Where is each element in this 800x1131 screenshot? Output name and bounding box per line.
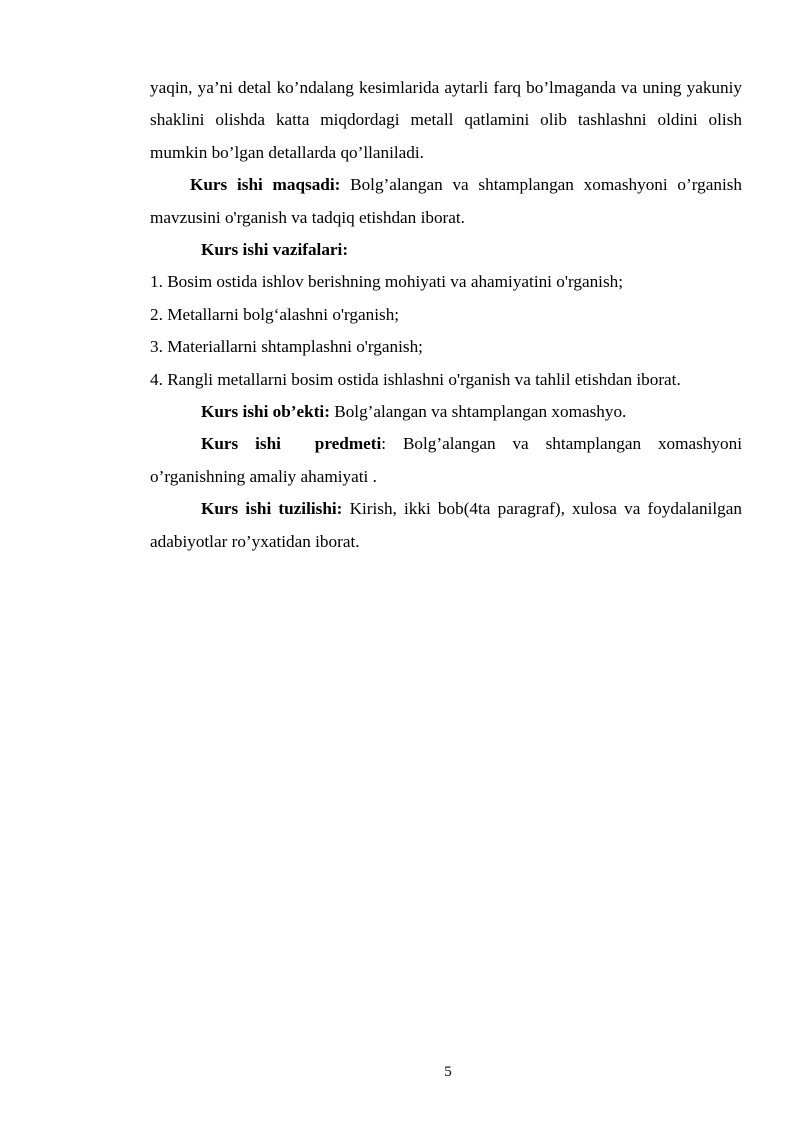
page-number: 5 xyxy=(444,1064,452,1080)
tasks-label: Kurs ishi vazifalari: xyxy=(201,240,349,260)
task-item-4: 4. Rangli metallarni bosim ostida ishlashni o'rganish va tahlil etishdan iborat. xyxy=(150,369,681,389)
object-paragraph xyxy=(150,396,742,428)
task-item-3: 3. Materiallarni shtamplashni o'rganish; xyxy=(150,337,423,357)
intro-paragraph: yaqin, ya’ni detal ko’ndalang kesimlarida aytarli farq bo’lmaganda va uning yakuniy shaklini olishda katta miqdordagi metall qatlamini olib tashlashni oldini olish mumkin bo’lgan detallarda qo’llaniladi. xyxy=(150,78,742,162)
structure-text: Kirish, ikki bob(4ta paragraf), xulosa va foydalanilgan adabiyotlar ro’yxatidan iborat. xyxy=(150,499,742,551)
goal-text: Bolg’alangan va shtamplangan xomashyoni o’rganish mavzusini o'rganish va tadqiq etishdan iborat. xyxy=(150,175,743,227)
goal-paragraph xyxy=(150,169,742,234)
subject-paragraph xyxy=(150,428,742,493)
tasks-heading xyxy=(150,234,742,266)
task-item-2: 2. Metallarni bolg‘alashni o'rganish; xyxy=(150,304,400,324)
task-item-1: 1. Bosim ostida ishlov berishning mohiyati va ahamiyatini o'rganish; xyxy=(150,272,624,292)
object-label: Kurs ishi ob’ekti: xyxy=(201,402,330,422)
subject-label: Kurs ishi predmeti xyxy=(201,434,382,454)
structure-label: Kurs ishi tuzilishi: xyxy=(201,499,343,519)
goal-label: Kurs ishi maqsadi: xyxy=(190,175,341,195)
object-text: Bolg’alangan va shtamplangan xomashyo. xyxy=(329,402,627,422)
body-text xyxy=(150,72,742,558)
structure-paragraph xyxy=(150,493,742,558)
subject-text: : Bolg’alangan va shtamplangan xomashyoni o’rganishning amaliy ahamiyati . xyxy=(150,434,742,486)
